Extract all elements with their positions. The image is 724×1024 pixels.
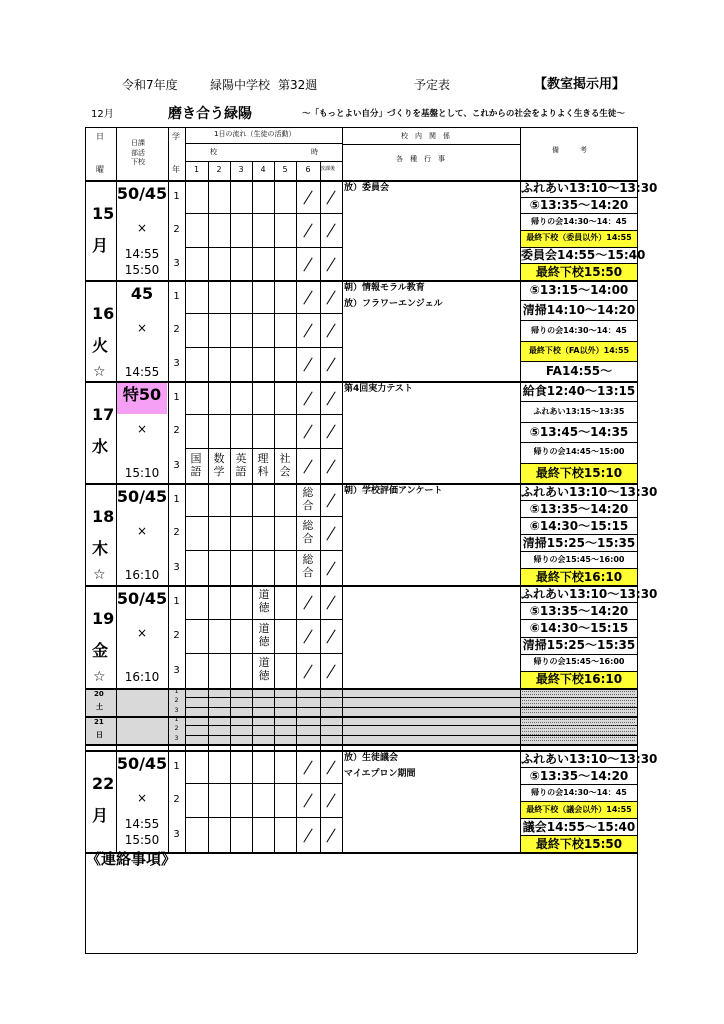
grid-line — [520, 320, 637, 321]
header-after-school: 放課後 — [320, 166, 336, 172]
grid-line — [185, 550, 342, 551]
event-text: 放）生徒議会 — [344, 753, 399, 763]
note-text: 最終下校（議会以外）14:55 — [526, 804, 632, 814]
period-header: 2 — [216, 165, 222, 174]
slash-mark — [326, 190, 335, 204]
weekend-grade: 2 — [174, 725, 179, 732]
weekend-fill-line — [522, 706, 635, 707]
grid-line — [185, 213, 342, 214]
period-header: 1 — [193, 165, 200, 174]
grade-number: 3 — [173, 459, 180, 471]
slash-mark — [326, 493, 335, 507]
grid-line — [520, 602, 637, 603]
grid-line — [520, 654, 637, 655]
slash-mark — [326, 357, 335, 371]
grid-line — [185, 516, 342, 517]
note-text: ⑤13:35～14:20 — [529, 603, 629, 618]
grid-line — [520, 230, 637, 231]
header-ji: 時 — [311, 148, 318, 156]
grade-number: 3 — [173, 828, 180, 840]
grid-line — [520, 517, 637, 518]
note-text: 帰りの会15:45～16:00 — [533, 657, 625, 667]
weekend-fill-line — [522, 697, 635, 698]
grade-number: 1 — [173, 596, 180, 607]
grid-line — [520, 818, 637, 819]
date-number: 17 — [92, 405, 115, 424]
note-text: 最終下校15:50 — [535, 264, 623, 279]
note-text: 最終下校（FA以外）14:55 — [528, 345, 630, 355]
grid-line — [520, 568, 637, 569]
test-subject: 英語 — [235, 452, 247, 478]
note-text: FA14:55～ — [545, 363, 613, 378]
note-text: 清掃15:25～15:35 — [522, 638, 636, 653]
weekend-date: 20 — [94, 690, 104, 698]
slash-mark — [326, 290, 335, 304]
slash-mark — [326, 629, 335, 643]
header-kou: 校 — [210, 148, 217, 156]
dismissal-time: 14:55 — [124, 817, 160, 831]
grid-line — [185, 448, 342, 449]
subject-doutoku: 道徳 — [258, 588, 270, 614]
grid-line — [185, 619, 342, 620]
schedule-mark: × — [136, 422, 148, 436]
weekend-fill-line — [522, 737, 635, 738]
grade-number: 1 — [173, 290, 180, 302]
slash-mark — [326, 257, 335, 271]
grid-line — [185, 783, 342, 784]
slash-mark — [303, 629, 312, 643]
slash-mark — [326, 793, 335, 807]
weekend-grade: 2 — [174, 697, 179, 704]
header-bukatsu: 部活 — [131, 149, 145, 157]
schedule-mark: × — [136, 626, 148, 640]
slash-mark — [303, 760, 312, 774]
grade-number: 2 — [173, 224, 180, 235]
note-text: ふれあい13:15～13:35 — [533, 406, 625, 416]
slash-mark — [303, 828, 312, 842]
slash-mark — [326, 223, 335, 237]
grid-line — [520, 463, 637, 464]
slash-mark — [326, 595, 335, 609]
note-text: ⑤13:35～14:20 — [529, 768, 629, 783]
weekday-label: 月 — [92, 806, 109, 825]
date-number: 16 — [92, 304, 115, 323]
grid-line — [185, 707, 637, 708]
weekend-fill-line — [522, 709, 635, 710]
note-text: 最終下校16:10 — [535, 569, 623, 584]
star-mark: ☆ — [93, 669, 106, 685]
document-type: 予定表 — [414, 78, 451, 92]
header-gaku: 学 — [172, 132, 180, 141]
weekend-fill-line — [522, 740, 635, 741]
grid-line — [320, 161, 321, 852]
grid-line — [85, 744, 637, 746]
header-day: 日 — [96, 132, 104, 141]
grade-number: 2 — [173, 324, 180, 335]
grid-line — [85, 381, 637, 383]
note-text: 議会14:55～15:40 — [522, 819, 636, 834]
slash-mark — [326, 760, 335, 774]
grid-line — [185, 817, 342, 818]
schedule-type: 特50 — [122, 385, 162, 404]
weekend-fill-line — [522, 694, 635, 695]
weekday-label: 月 — [92, 236, 109, 255]
grid-line — [208, 161, 209, 852]
note-text: 帰りの会15:45～16:00 — [533, 554, 625, 564]
note-text: 最終下校15:50 — [535, 836, 623, 851]
weekend-fill-line — [522, 731, 635, 732]
star-mark: ☆ — [93, 364, 106, 380]
grid-line — [185, 735, 637, 736]
grade-number: 3 — [173, 664, 180, 676]
header-events: 各 種 行 事 — [396, 155, 445, 163]
grid-line — [185, 347, 342, 348]
weekend-grade: 3 — [174, 707, 179, 714]
note-text: 最終下校15:10 — [535, 465, 623, 480]
event-text: マイエプロン期間 — [344, 769, 416, 779]
weekend-fill-line — [522, 725, 635, 726]
grid-line — [520, 341, 637, 342]
weekend-fill-line — [522, 700, 635, 701]
weekend-weekday: 土 — [96, 703, 103, 711]
motto: 磨き合う緑陽 — [168, 106, 252, 122]
subject-doutoku: 道徳 — [258, 622, 270, 648]
schedule-type: 50/45 — [116, 589, 168, 608]
grade-number: 2 — [173, 527, 180, 538]
header-nikka: 日課 — [131, 139, 145, 147]
grid-line — [520, 534, 637, 535]
dismissal-time: 16:10 — [124, 670, 160, 684]
weekday-label: 木 — [92, 539, 109, 558]
note-text: 最終下校（委員以外）14:55 — [526, 233, 632, 243]
grid-line — [230, 161, 231, 852]
period-header: 6 — [305, 165, 311, 174]
grid-line — [520, 422, 637, 423]
note-text: 帰りの会14:45～15:00 — [533, 447, 625, 457]
schedule-type: 50/45 — [116, 754, 168, 773]
grid-line — [520, 213, 637, 214]
school-name: 緑陽中学校 — [210, 78, 271, 92]
weekend-fill-line — [522, 712, 635, 713]
subject-sougou: 総合 — [302, 553, 314, 579]
weekend-fill-line — [522, 722, 635, 723]
note-text: ⑤13:35～14:20 — [529, 501, 629, 516]
header-flow: 1日の流れ（生徒の活動） — [214, 130, 296, 138]
slash-mark — [303, 290, 312, 304]
grid-line — [520, 401, 637, 402]
slash-mark — [303, 595, 312, 609]
slash-mark — [303, 223, 312, 237]
dismissal-time: 14:55 — [124, 247, 160, 261]
event-text: 朝）学校評価アンケート — [344, 486, 443, 496]
grid-line — [296, 161, 297, 852]
note-text: ⑤13:15～14:00 — [529, 283, 629, 298]
slash-mark — [303, 424, 312, 438]
grade-number: 1 — [173, 493, 180, 505]
weekend-fill-line — [522, 703, 635, 704]
grid-line — [185, 247, 342, 248]
grade-number: 1 — [173, 760, 180, 772]
weekend-grade: 3 — [174, 735, 179, 742]
note-text: 帰りの会14:30～14：45 — [531, 325, 627, 335]
schedule-mark: × — [136, 221, 148, 235]
subject-sougou: 総合 — [302, 519, 314, 545]
era-label: 令和7年度 — [122, 78, 178, 92]
weekday-label: 水 — [92, 437, 109, 456]
schedule-type: 45 — [130, 284, 154, 303]
dismissal-time: 15:10 — [124, 466, 160, 480]
slash-mark — [303, 793, 312, 807]
grade-number: 2 — [173, 425, 180, 436]
slash-mark — [303, 391, 312, 405]
grid-line — [185, 313, 342, 314]
schedule-mark: × — [136, 791, 148, 805]
subtitle: ～「もっとよい自分」づくりを基盤として、これからの社会をよりよく生きる生徒～ — [302, 109, 625, 119]
grade-number: 1 — [173, 391, 180, 403]
slash-mark — [303, 357, 312, 371]
note-text: ふれあい13:10～13:30 — [521, 484, 658, 499]
header-kounai: 校 内 関 係 — [401, 132, 450, 140]
weekend-fill-line — [522, 719, 635, 720]
event-text: 放）委員会 — [344, 183, 390, 193]
grid-line — [274, 161, 275, 852]
week-label: 第32週 — [278, 78, 318, 92]
slash-mark — [326, 424, 335, 438]
slash-mark — [326, 526, 335, 540]
star-mark: ☆ — [93, 567, 106, 583]
date-number: 18 — [92, 507, 115, 526]
grade-number: 1 — [173, 190, 180, 202]
test-subject: 社会 — [279, 452, 291, 478]
note-text: ふれあい13:10～13:30 — [521, 181, 658, 196]
weekend-fill-line — [522, 691, 635, 692]
header-weekday: 曜 — [96, 165, 104, 174]
grid-line — [85, 953, 637, 954]
grid-line — [342, 144, 520, 145]
note-text: ふれあい13:10～13:30 — [521, 751, 658, 766]
weekday-label: 金 — [92, 641, 109, 660]
event-text: 放）フラワーエンジェル — [344, 299, 443, 309]
grid-line — [185, 653, 342, 654]
slash-mark — [303, 459, 312, 473]
note-text: 帰りの会14:30～14：45 — [531, 787, 627, 797]
weekend-weekday: 日 — [96, 731, 103, 739]
grid-line — [520, 361, 637, 362]
header-nen: 年 — [172, 165, 180, 174]
note-text: 清掃14:10～14:20 — [522, 303, 636, 318]
note-text: ⑤13:35～14:20 — [529, 198, 629, 212]
slash-mark — [303, 257, 312, 271]
weekend-grade: 1 — [174, 688, 179, 695]
slash-mark — [326, 391, 335, 405]
schedule-type: 50/45 — [116, 487, 168, 506]
notices-heading: 《連絡事項》 — [86, 850, 177, 868]
grid-line — [252, 161, 253, 852]
period-header: 3 — [238, 165, 244, 174]
grid-line — [85, 280, 637, 282]
grid-line — [520, 300, 637, 301]
note-text: 委員会14:55～15:40 — [521, 248, 646, 262]
grid-line — [520, 551, 637, 552]
subject-doutoku: 道徳 — [258, 656, 270, 682]
event-text: 第4回実力テスト — [344, 384, 413, 394]
slash-mark — [326, 459, 335, 473]
grid-line — [520, 442, 637, 443]
note-text: ⑥14:30～15:15 — [529, 620, 629, 635]
grade-number: 2 — [173, 794, 180, 805]
subject-sougou: 総合 — [302, 486, 314, 512]
weekend-date: 21 — [94, 718, 104, 726]
test-subject: 数学 — [213, 452, 225, 478]
note-text: 帰りの会14:30～14：45 — [531, 216, 627, 226]
grid-line — [520, 767, 637, 768]
test-subject: 理科 — [257, 452, 269, 478]
schedule-mark: × — [136, 524, 148, 538]
slash-mark — [326, 561, 335, 575]
weekend-fill-line — [522, 734, 635, 735]
period-header: 4 — [260, 165, 266, 174]
weekend-grade: 1 — [174, 716, 179, 723]
slash-mark — [303, 323, 312, 337]
slash-mark — [326, 323, 335, 337]
slash-mark — [303, 190, 312, 204]
date-number: 22 — [92, 774, 115, 793]
note-text: ⑤13:45～14:35 — [529, 425, 629, 439]
note-text: 最終下校16:10 — [535, 672, 623, 687]
header-gekou: 下校 — [131, 158, 145, 166]
note-text: ⑥14:30～15:15 — [529, 518, 629, 533]
grade-number: 3 — [173, 257, 180, 269]
posting-label: 【教室掲示用】 — [534, 77, 626, 92]
period-header: 5 — [282, 165, 288, 174]
date-number: 19 — [92, 609, 115, 628]
grade-number: 3 — [173, 561, 180, 573]
grid-line — [85, 127, 86, 953]
test-subject: 国語 — [190, 452, 202, 478]
note-text: ふれあい13:10～13:30 — [521, 586, 658, 601]
grid-line — [520, 500, 637, 501]
dismissal-time: 15:50 — [124, 263, 160, 277]
note-text: 給食12:40～13:15 — [522, 384, 636, 399]
note-text: 清掃15:25～15:35 — [522, 535, 636, 550]
slash-mark — [326, 664, 335, 678]
date-number: 15 — [92, 204, 115, 223]
slash-mark — [326, 828, 335, 842]
slash-mark — [303, 664, 312, 678]
grade-number: 2 — [173, 630, 180, 641]
header-bikou: 備 考 — [552, 146, 587, 154]
dismissal-time: 15:50 — [124, 833, 160, 847]
weekend-fill-line — [522, 728, 635, 729]
schedule-type: 50/45 — [116, 184, 168, 203]
grid-line — [520, 801, 637, 802]
dismissal-time: 14:55 — [124, 365, 160, 379]
schedule-mark: × — [136, 321, 148, 335]
grid-line — [520, 835, 637, 836]
grid-line — [185, 143, 342, 144]
event-text: 朝）情報モラル教育 — [344, 283, 425, 293]
grid-line — [520, 784, 637, 785]
grade-number: 3 — [173, 358, 180, 369]
grid-line — [185, 414, 342, 415]
dismissal-time: 16:10 — [124, 568, 160, 582]
weekday-label: 火 — [92, 336, 109, 355]
month-label: 12月 — [91, 109, 114, 120]
